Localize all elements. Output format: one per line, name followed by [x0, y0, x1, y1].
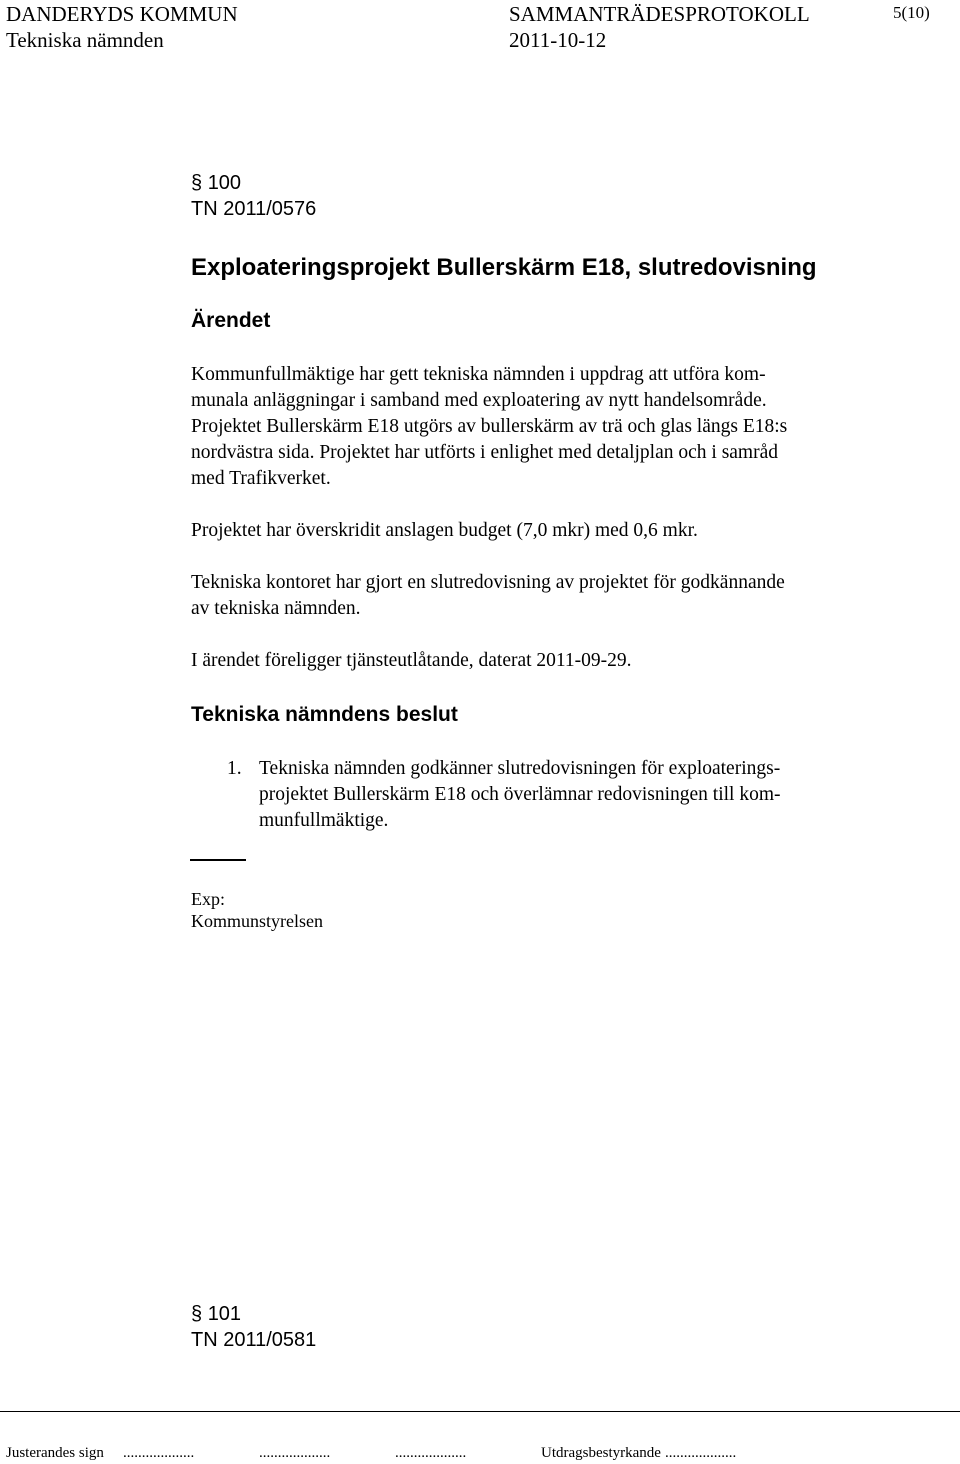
- paragraph-symbol: §: [191, 1303, 203, 1325]
- paragraph-symbol: §: [191, 172, 203, 194]
- utdragsbestyrkande-label: Utdragsbestyrkande: [541, 1445, 661, 1461]
- exp-label: Exp:: [191, 889, 225, 909]
- text-line: av tekniska nämnden.: [191, 598, 361, 619]
- section-number: [191, 1301, 241, 1327]
- text-line: Projektet Bullerskärm E18 utgörs av bullerskärm av trä och glas längs E18:s: [191, 416, 788, 437]
- decision-item-text: [259, 756, 899, 834]
- text-line: Kommunfullmäktige har gett tekniska nämnden i uppdrag att utföra kom-: [191, 364, 766, 385]
- section-number-value: 101: [207, 1303, 242, 1325]
- document-type: SAMMANTRÄDESPROTOKOLL: [509, 2, 810, 26]
- text-line: med Trafikverket.: [191, 468, 331, 489]
- page-number: 5(10): [893, 3, 930, 22]
- signature-dots: ...................: [259, 1445, 331, 1461]
- paragraph-statement: [191, 648, 901, 674]
- section-number-value: 100: [207, 172, 242, 194]
- decision-item-number: 1.: [227, 758, 242, 779]
- exp-recipient: Kommunstyrelsen: [191, 911, 323, 931]
- text-line: projektet Bullerskärm E18 och överlämnar redovisningen till kom-: [259, 784, 781, 805]
- org-name: DANDERYDS KOMMUN: [6, 2, 238, 26]
- text-line: munala anläggningar i samband med exploatering av nytt handelsområde.: [191, 390, 767, 411]
- case-number: TN 2011/0581: [191, 1329, 317, 1351]
- committee-name: Tekniska nämnden: [6, 28, 164, 52]
- justerandes-sign-label: Justerandes sign: [6, 1445, 104, 1461]
- text-line: Projektet har överskridit anslagen budget (7,0 mkr) med 0,6 mkr.: [191, 520, 698, 541]
- divider-line: [190, 859, 246, 861]
- meeting-date: 2011-10-12: [509, 28, 607, 52]
- footer-rule: [0, 1411, 960, 1412]
- signature-dots: ...................: [395, 1445, 467, 1461]
- subheading-arendet: Ärendet: [191, 309, 271, 332]
- signature-dots: ...................: [665, 1445, 737, 1461]
- text-line: Tekniska kontoret har gjort en slutredovisning av projektet för godkännande: [191, 572, 785, 593]
- paragraph-budget: [191, 518, 901, 544]
- text-line: nordvästra sida. Projektet har utförts i enlighet med detaljplan och i samråd: [191, 442, 778, 463]
- decision-heading: Tekniska nämndens beslut: [191, 703, 458, 726]
- text-line: munfullmäktige.: [259, 810, 389, 831]
- text-line: I ärendet föreligger tjänsteutlåtande, daterat 2011-09-29.: [191, 650, 632, 671]
- section-title: Exploateringsprojekt Bullerskärm E18, slutredovisning: [191, 254, 817, 281]
- paragraph-background: [191, 362, 901, 492]
- case-number: TN 2011/0576: [191, 198, 317, 220]
- text-line: Tekniska nämnden godkänner slutredovisningen för exploaterings-: [259, 758, 781, 779]
- signature-dots: ...................: [123, 1445, 195, 1461]
- section-number: [191, 170, 241, 196]
- paragraph-final-report: [191, 570, 901, 622]
